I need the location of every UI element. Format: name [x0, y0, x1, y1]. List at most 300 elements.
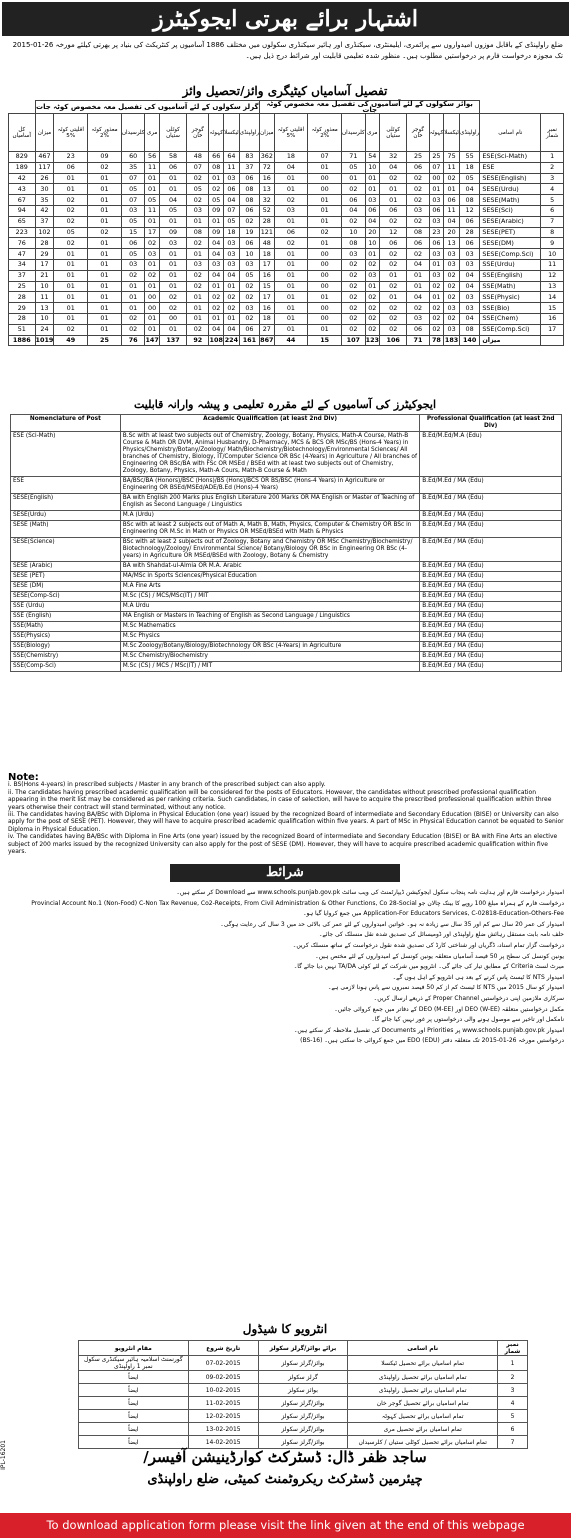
qualification-row [11, 662, 562, 672]
vacancy-cell: 34 [9, 259, 36, 270]
note-item: iv. The candidates having BA/BSc with Diploma in Fine Arts (one year) issued by the recognized Board of intermediate and Secondary Education (BISE) or BA with Fine Arts an elective subject of 200 marks issued by the recognized University can also apply for the post of SESE (DM). However, they will have to acquire prescribed academic qualification within five years. [8, 833, 558, 856]
qualification-row [11, 562, 562, 572]
vacancy-cell: 01 [365, 184, 379, 195]
vacancy-cell: 01 [159, 249, 186, 260]
vacancy-cell: 01 [187, 303, 209, 314]
qualification-col-header: Professional Qualification (at least 2nd Div) [420, 415, 562, 432]
vacancy-cell: 01 [209, 281, 224, 292]
vacancy-cell: 01 [54, 259, 88, 270]
vacancy-cell: 7 [541, 216, 564, 227]
vacancy-cell: 01 [145, 216, 159, 227]
vacancy-cell: 01 [159, 281, 186, 292]
vacancy-cell: 01 [379, 270, 406, 281]
qualification-cell: SESE(Comp-Sci) [11, 592, 121, 602]
vacancy-cell: 02 [209, 303, 224, 314]
vacancy-cell: 6 [541, 205, 564, 216]
vacancy-cell: 02 [342, 270, 366, 281]
vacancy-cell: 01 [88, 184, 122, 195]
schedule-cell: 2 [498, 1371, 528, 1384]
vacancy-cell: 01 [88, 259, 122, 270]
vacancy-cell: 01 [187, 249, 209, 260]
qualification-cell: B.Ed/M.Ed / MA (Edu) [420, 592, 562, 602]
schedule-cell: 12-02-2015 [188, 1410, 258, 1423]
vacancy-cell: 03 [429, 270, 444, 281]
qualification-cell: M.Sc (CS) / MCS / MSc(IT) / MIT [120, 662, 420, 672]
vacancy-cell: 04 [407, 259, 429, 270]
vacancy-cell: 06 [365, 205, 379, 216]
vacancy-cell: 03 [459, 259, 479, 270]
vacancy-col-header: مری [365, 114, 379, 152]
vacancy-group-row [9, 101, 564, 114]
vacancy-cell: 02 [365, 324, 379, 335]
vacancy-cell: 01 [159, 270, 186, 281]
condition-item: درخواست گزار تمام اسناد، ڈگریاں اور شناختی کارڈ کی تصدیق شدہ نقول درخواست کے ساتھ منسلک کریں۔ [292, 941, 564, 949]
vacancy-cell: 04 [444, 216, 460, 227]
schedule-cell: 07-02-2015 [188, 1356, 258, 1371]
vacancy-cell: 02 [187, 270, 209, 281]
vacancy-cell: 06 [239, 238, 259, 249]
vacancy-cell: 04 [224, 324, 240, 335]
schedule-cell: 10-02-2015 [188, 1384, 258, 1397]
vacancy-cell: SSE(Chem) [480, 313, 541, 324]
vacancy-col-header: گوجر خان [407, 114, 429, 152]
vacancy-cell: 25 [88, 335, 122, 346]
vacancy-cell: 01 [121, 303, 145, 314]
vacancy-cell: 18 [260, 249, 274, 260]
vacancy-cell: 05 [121, 249, 145, 260]
vacancy-cell: 08 [209, 162, 224, 173]
vacancy-row [9, 227, 564, 238]
vacancy-cell: 03 [224, 249, 240, 260]
condition-item: حلف نامہ بابت مستقل رہائش ضلع راولپنڈی اور ڈومیسائل کی تصدیق شدہ نقل منسلک کی جائے۔ [318, 931, 564, 939]
vacancy-cell: 02 [209, 292, 224, 303]
vacancy-cell: 15 [260, 281, 274, 292]
vacancy-cell: 07 [121, 173, 145, 184]
vacancy-cell: 02 [379, 313, 406, 324]
qualification-cell: B.Ed/M.Ed / MA (Edu) [420, 642, 562, 652]
condition-item: سرکاری ملازمین اپنی درخواستیں Proper Channel کے ذریعے ارسال کریں۔ [373, 994, 564, 1002]
vacancy-cell: 04 [209, 324, 224, 335]
schedule-cell: تمام اسامیاں برائے تحصیل کہوٹہ [348, 1410, 498, 1423]
vacancy-cell: 04 [342, 205, 366, 216]
vacancy-cell: 224 [224, 335, 239, 344]
vacancy-cell: 37 [35, 216, 54, 227]
vacancy-cell: 02 [187, 281, 209, 292]
vacancy-cell [541, 335, 564, 346]
vacancy-cell: 00 [429, 173, 444, 184]
qualification-cell: SSE (English) [11, 612, 121, 622]
vacancy-cell: 01 [429, 259, 444, 270]
vacancy-cell: 51 [9, 324, 36, 335]
vacancy-cell: 02 [224, 292, 240, 303]
vacancy-cell: 01 [88, 292, 122, 303]
vacancy-cell: 65 [9, 216, 36, 227]
schedule-cell: تمام اسامیاں برائے تحصیل گوجر خان [348, 1397, 498, 1410]
qualification-cell: B.Ed/M.Ed / MA (Edu) [420, 582, 562, 592]
schedule-cell: ایضاً [79, 1423, 189, 1436]
vacancy-col-header: میزان [35, 114, 54, 152]
vacancy-cell: 09 [159, 227, 186, 238]
schedule-cell: بوائز/گرلز سکولز [258, 1410, 348, 1423]
vacancy-cell: 25 [429, 152, 444, 163]
vacancy-col-header: راولپنڈی [239, 114, 259, 152]
qualification-cell: B.Ed/M.Ed / MA (Edu) [420, 652, 562, 662]
vacancy-cell: 02 [342, 313, 366, 324]
vacancy-cell: 03 [159, 238, 186, 249]
vacancy-cell: 04 [159, 195, 186, 206]
schedule-col-header: مقام انٹرویو [79, 1341, 189, 1356]
qualification-col-header: Academic Qualification (at least 2nd Div) [120, 415, 420, 432]
vacancy-cell: 02 [239, 313, 259, 324]
vacancy-cell: 15 [121, 227, 145, 238]
vacancy-cell: 04 [459, 281, 479, 292]
vacancy-cell: 05 [239, 270, 259, 281]
note-item: i. BS(Hons 4-years) in prescribed subjects / Master in any branch of the prescribed subject can also apply. [8, 781, 326, 789]
vacancy-cell: 189 [9, 162, 36, 173]
vacancy-cell: SESE(Comp.Sci) [480, 249, 541, 260]
vacancy-cell: 30 [35, 184, 54, 195]
vacancy-cell: ESE [480, 162, 541, 173]
qualification-row [11, 432, 562, 477]
vacancy-cell: 11 [541, 259, 564, 270]
schedule-cell: 1 [498, 1356, 528, 1371]
vacancy-cell: 02 [342, 281, 366, 292]
vacancy-cell: SESE(Arabic) [480, 216, 541, 227]
vacancy-cell: 01 [274, 281, 308, 292]
condition-item: امیدوار www.schools.punjab.gov.pk پر Priorities اور Documents کی تفصیل ملاحظہ کر سکتے ہیں۔ [293, 1026, 564, 1034]
schedule-cell: 3 [498, 1384, 528, 1397]
vacancy-cell: 00 [145, 303, 159, 314]
schedule-col-header: برائے بوائز/گرلز سکولز [258, 1341, 348, 1356]
vacancy-cell: 03 [429, 249, 444, 260]
vacancy-cell: 32 [379, 152, 406, 163]
vacancy-cell: 01 [145, 173, 159, 184]
vacancy-cell: 01 [54, 281, 88, 292]
vacancy-cell: 05 [121, 184, 145, 195]
vacancy-row [9, 259, 564, 270]
vacancy-cell: 10 [541, 249, 564, 260]
vacancy-cell: 72 [260, 162, 274, 173]
vacancy-cell: SSE(Math) [480, 281, 541, 292]
vacancy-cell: 02 [429, 313, 444, 324]
vacancy-cell: 02 [407, 249, 429, 260]
vacancy-section-title: تفصیل آسامیاں کیٹیگری وائز/تحصیل وائز [182, 84, 388, 98]
vacancy-cell: 06 [429, 205, 444, 216]
vacancy-col-header: ٹیکسلا [224, 114, 240, 152]
ad-title: اشتہار برائے بھرتی ایجوکیٹرز [2, 2, 569, 36]
vacancy-cell: 24 [35, 324, 54, 335]
vacancy-cell: 04 [224, 195, 240, 206]
vacancy-cell: 108 [209, 335, 223, 344]
vacancy-cell: 03 [145, 249, 159, 260]
vacancy-cell: 06 [459, 238, 479, 249]
vacancy-cell: 00 [308, 270, 342, 281]
vacancy-cell: 02 [407, 173, 429, 184]
vacancy-cell: 02 [88, 162, 122, 173]
vacancy-cell: 829 [9, 152, 36, 163]
vacancy-cell: 02 [444, 292, 460, 303]
vacancy-cell: 02 [342, 324, 366, 335]
vacancy-col-header: کل آسامیاں [9, 114, 36, 152]
vacancy-cell: 03 [407, 205, 429, 216]
vacancy-cell: 04 [365, 216, 379, 227]
vacancy-cell: 02 [407, 216, 429, 227]
vacancy-cell: 02 [365, 292, 379, 303]
vacancy-cell: 01 [121, 281, 145, 292]
schedule-cell: ایضاً [79, 1410, 189, 1423]
vacancy-cell: 01 [88, 303, 122, 314]
schedule-cell: گرلز سکولز [258, 1371, 348, 1384]
vacancy-cell: 223 [9, 227, 36, 238]
qualification-cell: M.Sc Chemistry/Biochemistry [120, 652, 420, 662]
vacancy-cell: 00 [308, 313, 342, 324]
schedule-cell: ایضاً [79, 1436, 189, 1449]
vacancy-cell: 08 [187, 227, 209, 238]
vacancy-col-header: کہوٹہ [429, 114, 444, 152]
qualification-row [11, 511, 562, 521]
vacancy-cell: 01 [159, 259, 186, 270]
vacancy-col-header: مری [145, 114, 159, 152]
vacancy-cell: 9 [541, 238, 564, 249]
vacancy-cell: 03 [209, 259, 224, 270]
vacancy-cell: 03 [121, 205, 145, 216]
vacancy-cell: 05 [342, 162, 366, 173]
qualification-row [11, 652, 562, 662]
vacancy-cell: 183 [444, 335, 459, 344]
vacancy-cell: 02 [342, 292, 366, 303]
vacancy-cell: 01 [159, 324, 186, 335]
vacancy-cell: 75 [444, 152, 460, 163]
vacancy-cell: 02 [209, 184, 224, 195]
vacancy-cell: 35 [121, 162, 145, 173]
qualification-cell: ESE [11, 477, 121, 494]
vacancy-cell: 18 [459, 162, 479, 173]
vacancy-col-header: راولپنڈی [459, 114, 479, 152]
schedule-row [79, 1371, 528, 1384]
qualification-row [11, 582, 562, 592]
vacancy-row [9, 195, 564, 206]
vacancy-cell: 03 [459, 249, 479, 260]
vacancy-row [9, 238, 564, 249]
vacancy-cell: 03 [444, 324, 460, 335]
schedule-cell: 14-02-2015 [188, 1436, 258, 1449]
vacancy-cell: 03 [224, 173, 240, 184]
vacancy-cell: 18 [260, 313, 274, 324]
vacancy-cell: 26 [35, 173, 54, 184]
vacancy-cell: 07 [121, 195, 145, 206]
vacancy-cell: 17 [145, 227, 159, 238]
vacancy-cell: 29 [35, 249, 54, 260]
vacancy-cell: 06 [407, 238, 429, 249]
vacancy-cell: 01 [379, 195, 406, 206]
condition-item: میرٹ لسٹ Criteria کے مطابق تیار کی جائے گی۔ انٹرویو میں شرکت کے لئے کوئی TA/DA نہیں دیا جائے گا۔ [293, 963, 564, 971]
vacancy-cell: 35 [35, 195, 54, 206]
vacancy-cell: 08 [239, 184, 259, 195]
vacancy-cell: 25 [9, 281, 36, 292]
vacancy-cell: 03 [274, 205, 308, 216]
vacancy-cell: 07 [224, 205, 240, 216]
qualification-cell: B.Ed/M.Ed/M.A (Edu) [420, 432, 562, 477]
vacancy-cell: SSE(English) [480, 270, 541, 281]
vacancy-cell: 03 [342, 249, 366, 260]
qualification-row [11, 572, 562, 582]
vacancy-cell: 01 [54, 249, 88, 260]
download-footer-banner[interactable]: To download application form please visit the link given at the end of this webpage [0, 1513, 571, 1538]
vacancy-cell: 1886 [9, 335, 36, 346]
vacancy-header-row [9, 114, 564, 152]
vacancy-cell: 01 [274, 303, 308, 314]
vacancy-cell: 06 [379, 205, 406, 216]
vacancy-cell: 02 [308, 227, 342, 238]
vacancy-cell: 78 [429, 335, 444, 346]
vacancy-cell: 1019 [35, 335, 54, 344]
vacancy-row [9, 152, 564, 163]
vacancy-row [9, 249, 564, 260]
schedule-cell: گورنمنٹ اسلامیہ ہائیر سیکنڈری سکول نمبر 1 راولپنڈی [79, 1356, 189, 1371]
vacancy-cell: 02 [444, 173, 460, 184]
vacancy-cell: 56 [145, 152, 159, 163]
vacancy-cell: 06 [407, 324, 429, 335]
vacancy-cell: 03 [429, 195, 444, 206]
vacancy-cell: 01 [308, 292, 342, 303]
vacancy-cell: 27 [260, 324, 274, 335]
vacancy-col-header: معذور کوٹہ 2% [308, 114, 342, 152]
vacancy-cell: 02 [365, 313, 379, 324]
qualification-cell: M.Sc Mathematics [120, 622, 420, 632]
vacancy-cell: 37 [239, 162, 259, 173]
vacancy-cell: SESE(Urdu) [480, 184, 541, 195]
vacancy-cell: 04 [209, 249, 224, 260]
schedule-header-row [79, 1341, 528, 1356]
schedule-title: انٹرویو کا شیڈول [242, 1322, 328, 1336]
schedule-cell: بوائز/گرلز سکولز [258, 1423, 348, 1436]
vacancy-cell: 21 [35, 270, 54, 281]
vacancy-cell: 02 [88, 227, 122, 238]
schedule-row [79, 1356, 528, 1371]
vacancy-cell: 01 [308, 324, 342, 335]
vacancy-cell: 03 [187, 205, 209, 216]
qualification-cell: M.A (Urdu) [120, 511, 420, 521]
vacancy-cell: 00 [308, 259, 342, 270]
vacancy-cell: 18 [224, 227, 240, 238]
condition-item: امیدوار NTS کا ٹیسٹ پاس کرنے کے بعد ہی انٹرویو کے اہل ہوں گے۔ [392, 973, 564, 981]
vacancy-cell: 67 [9, 195, 36, 206]
vacancy-cell: 01 [88, 270, 122, 281]
vacancy-cell: 83 [239, 152, 259, 163]
vacancy-cell: 01 [121, 292, 145, 303]
vacancy-cell: 10 [365, 238, 379, 249]
vacancy-cell: 28 [9, 313, 36, 324]
vacancy-cell: 43 [9, 184, 36, 195]
vacancy-row [9, 270, 564, 281]
qualification-section-title: ایجوکیٹرز کی آسامیوں کے لئے مقررہ تعلیمی و پیشہ وارانہ قابلیت [133, 398, 437, 411]
qualification-cell: SESE(English) [11, 494, 121, 511]
vacancy-cell: 02 [239, 292, 259, 303]
vacancy-cell: 02 [379, 173, 406, 184]
vacancy-cell: 01 [274, 184, 308, 195]
vacancy-cell: 05 [54, 227, 88, 238]
vacancy-cell: 02 [54, 324, 88, 335]
vacancy-cell: 01 [274, 292, 308, 303]
vacancy-cell: SSE(Comp.Sci) [480, 324, 541, 335]
vacancy-cell: 01 [145, 313, 159, 324]
vacancy-cell: 19 [239, 227, 259, 238]
vacancy-cell: 07 [308, 152, 342, 163]
qualification-col-header: Nomenclature of Post [11, 415, 121, 432]
qualification-cell: B.Ed/M.Ed / MA (Edu) [420, 662, 562, 672]
vacancy-cell: 71 [342, 152, 366, 163]
vacancy-cell: 08 [459, 195, 479, 206]
vacancy-cell: 01 [429, 292, 444, 303]
qualification-row [11, 642, 562, 652]
vacancy-cell: 05 [224, 216, 240, 227]
vacancy-cell: 01 [88, 216, 122, 227]
vacancy-cell: 10 [342, 227, 366, 238]
vacancy-cell: 01 [365, 173, 379, 184]
vacancy-cell: 00 [145, 292, 159, 303]
vacancy-cell: 03 [444, 259, 460, 270]
vacancy-cell: SSE(Physic) [480, 292, 541, 303]
vacancy-cell: 71 [407, 335, 429, 346]
vacancy-cell: 02 [54, 205, 88, 216]
schedule-cell: 6 [498, 1423, 528, 1436]
vacancy-cell: 05 [187, 184, 209, 195]
vacancy-cell: 01 [88, 281, 122, 292]
vacancy-cell: 3 [541, 173, 564, 184]
vacancy-cell: 58 [159, 152, 186, 163]
schedule-cell: ایضاً [79, 1397, 189, 1410]
vacancy-cell: 05 [159, 205, 186, 216]
vacancy-cell: 06 [239, 205, 259, 216]
vacancy-cell: 03 [444, 249, 460, 260]
vacancy-cell: 02 [239, 216, 259, 227]
vacancy-cell: 02 [187, 173, 209, 184]
vacancy-cell: 02 [429, 303, 444, 314]
vacancy-col-header: کوٹلی ستیاں [379, 114, 406, 152]
vacancy-cell: 92 [187, 335, 209, 346]
vacancy-cell: 03 [429, 216, 444, 227]
vacancy-cell: 06 [224, 184, 240, 195]
vacancy-cell: میزان [480, 335, 541, 346]
vacancy-cell: 03 [459, 292, 479, 303]
vacancy-cell: 01 [379, 292, 406, 303]
schedule-cell: 13-02-2015 [188, 1423, 258, 1436]
vacancy-cell: ESE(Sci-Math) [480, 152, 541, 163]
vacancy-cell: 06 [121, 238, 145, 249]
vacancy-cell: 04 [274, 162, 308, 173]
vacancy-cell: 01 [224, 281, 240, 292]
schedule-cell: بوائز/گرلز سکولز [258, 1436, 348, 1449]
vacancy-cell: 01 [145, 184, 159, 195]
vacancy-cell: 48 [260, 238, 274, 249]
vacancy-cell: 147 [145, 335, 159, 344]
vacancy-cell: 03 [187, 259, 209, 270]
vacancy-cell: 01 [54, 292, 88, 303]
vacancy-cell: SESE(DM) [480, 238, 541, 249]
vacancy-cell: 01 [88, 238, 122, 249]
vacancy-cell: 64 [224, 152, 240, 163]
schedule-cell: ایضاً [79, 1371, 189, 1384]
vacancy-cell: 01 [308, 195, 342, 206]
conditions-title: شرائط [170, 864, 400, 882]
vacancy-cell: 01 [54, 313, 88, 324]
vacancy-cell: 03 [365, 195, 379, 206]
vacancy-cell: 01 [274, 259, 308, 270]
qualification-cell: M.A Fine Arts [120, 582, 420, 592]
vacancy-cell: 03 [121, 259, 145, 270]
qualification-cell: SESE (Arabic) [11, 562, 121, 572]
qualification-row [11, 477, 562, 494]
